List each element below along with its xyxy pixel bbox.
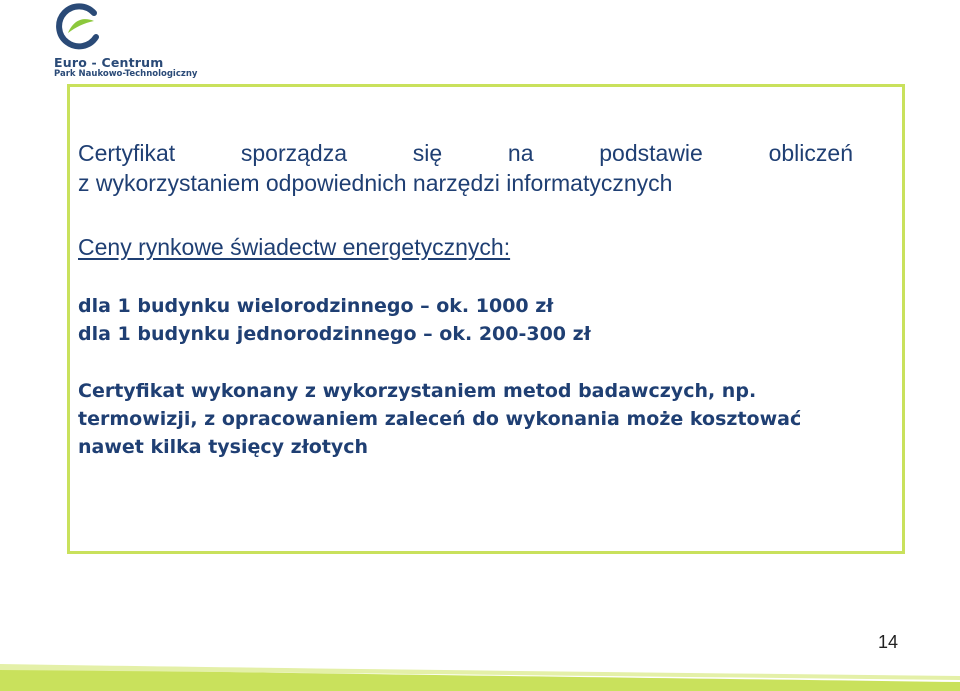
euro-centrum-logo (50, 3, 198, 79)
heading-word: się (412, 140, 443, 166)
price-multi-family: dla 1 budynku wielorodzinnego – ok. 1000 zł (78, 295, 554, 317)
logo-name: Euro - Centrum (54, 55, 164, 70)
note-line: Certyfikat wykonany z wykorzystaniem metod badawczych, np. (78, 380, 757, 402)
note-line: nawet kilka tysięcy złotych (78, 436, 369, 458)
price-single-family: dla 1 budynku jednorodzinnego – ok. 200-300 zł (78, 323, 591, 345)
note-line: termowizji, z opracowaniem zaleceń do wykonania może kosztować (78, 408, 802, 430)
heading-word: sporządza (240, 140, 348, 166)
heading-word: obliczeń (768, 140, 853, 166)
heading-word: na (507, 140, 534, 166)
page-number: 14 (877, 632, 898, 652)
heading-word: Certyfikat (78, 140, 176, 166)
heading-word: podstawie (599, 140, 703, 166)
prices-title: Ceny rynkowe świadectw energetycznych: (78, 234, 511, 260)
logo-subtitle: Park Naukowo-Technologiczny (54, 69, 198, 79)
euro-centrum-emblem-icon (54, 3, 100, 51)
heading-line-2: z wykorzystaniem odpowiednich narzędzi informatycznych (78, 170, 673, 196)
footer-decoration (0, 662, 960, 691)
heading-line-1 (78, 140, 853, 167)
